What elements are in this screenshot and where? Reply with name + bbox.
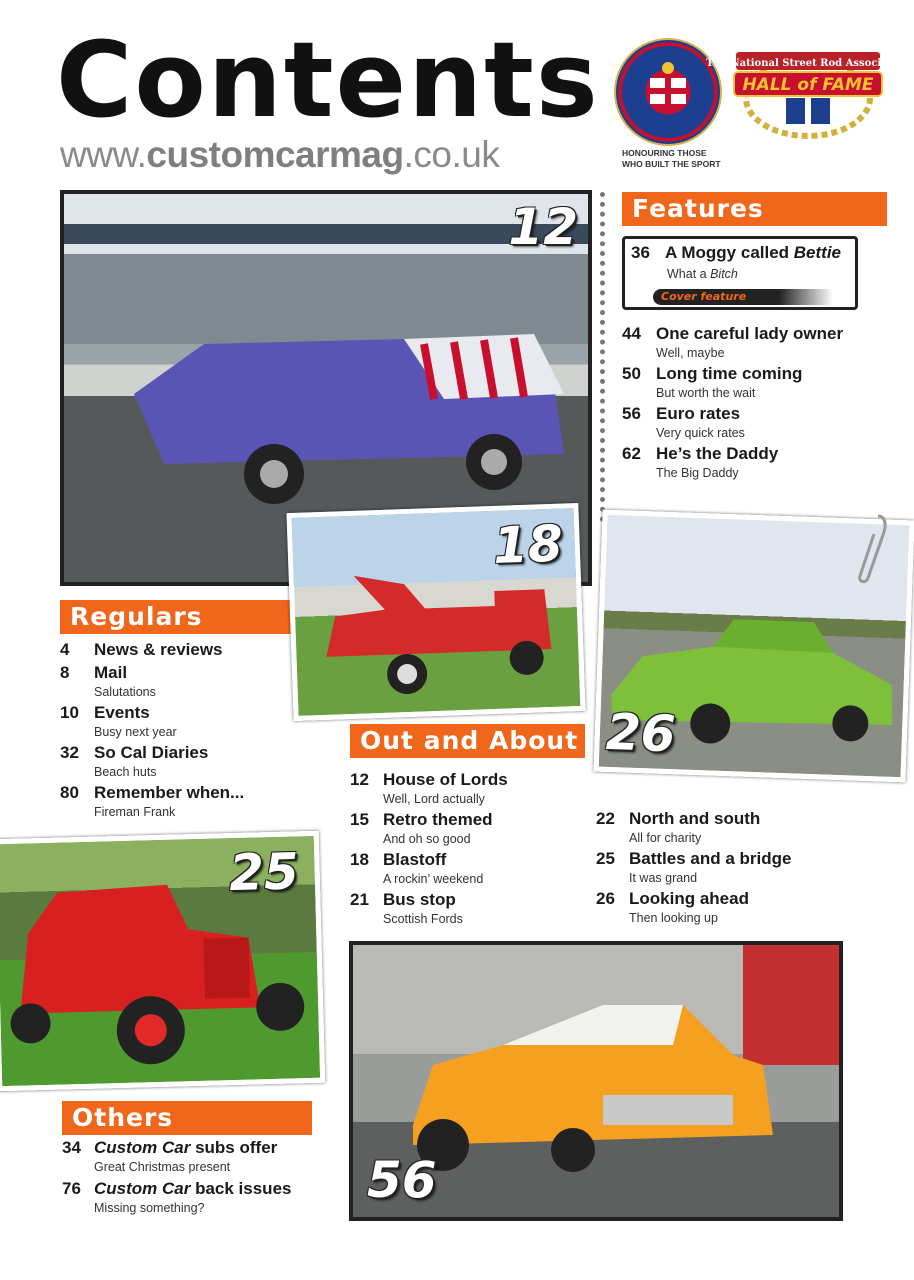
item-num: 56 (622, 404, 641, 423)
item-sub: Scottish Fords (383, 912, 463, 926)
item-title (94, 1179, 291, 1199)
cover-feature-tag (653, 289, 833, 305)
url-prefix: www. (60, 134, 147, 175)
item-title: Blastoff (383, 850, 447, 869)
paperclip-icon (856, 512, 886, 586)
honouring-caption (622, 148, 721, 170)
item-sub: Fireman Frank (94, 805, 176, 819)
list-item[interactable] (596, 889, 896, 929)
item-sub: But worth the wait (656, 386, 756, 400)
item-num: 25 (596, 849, 615, 868)
list-item[interactable] (596, 809, 896, 849)
cover-title-main: A Moggy called (665, 243, 794, 262)
others-list (62, 1138, 342, 1218)
others-heading: Others (62, 1101, 312, 1135)
cover-title-em: Bettie (793, 243, 842, 262)
item-num: 34 (62, 1138, 81, 1157)
regulars-heading: Regulars (60, 600, 292, 634)
list-item[interactable] (60, 703, 300, 743)
list-item[interactable] (622, 444, 892, 484)
item-title: Long time coming (656, 364, 803, 383)
svg-text:HALL of FAME: HALL of FAME (742, 75, 874, 95)
item-title-main: back issues (190, 1179, 292, 1198)
honouring-line1: HONOURING THOSE (622, 148, 707, 158)
item-num: 15 (350, 810, 369, 829)
item-num: 44 (622, 324, 641, 343)
photo-25-number: 25 (228, 842, 300, 903)
cover-sub-em: Bitch (710, 267, 738, 281)
item-sub: A rockin’ weekend (383, 872, 484, 886)
item-sub: The Big Daddy (656, 466, 739, 480)
item-num: 18 (350, 850, 369, 869)
svg-text:The National Street Rod Associ: The National Street Rod Association (705, 58, 911, 69)
item-title: North and south (629, 809, 761, 828)
item-title: Bus stop (383, 890, 456, 909)
list-item[interactable] (596, 849, 896, 889)
list-item[interactable] (622, 364, 892, 404)
item-title: One careful lady owner (656, 324, 844, 343)
out-and-about-heading: Out and About (350, 724, 585, 758)
cover-sub-main: What a (667, 267, 711, 281)
item-title: Events (94, 703, 150, 722)
photo-12-number: 12 (508, 198, 578, 256)
column-divider (600, 192, 605, 522)
cover-feature-num: 36 (631, 243, 650, 262)
nsra-hall-of-fame-badge (705, 40, 911, 140)
item-sub: All for charity (629, 831, 702, 845)
item-sub: Then looking up (629, 911, 718, 925)
list-item[interactable] (350, 770, 590, 810)
item-sub: Busy next year (94, 725, 177, 739)
features-heading: Features (622, 192, 887, 226)
url-suffix: .co.uk (403, 134, 500, 175)
item-title: Looking ahead (629, 889, 749, 908)
photo-56-bel-air[interactable] (349, 941, 843, 1221)
british-drag-racing-badge (614, 38, 722, 146)
item-title: House of Lords (383, 770, 508, 789)
item-title: Remember when... (94, 783, 245, 802)
out-and-about-list (350, 770, 590, 930)
cover-feature-box[interactable] (622, 236, 858, 310)
url-bold: customcarmag (146, 134, 404, 175)
photo-18-pickup[interactable] (286, 503, 585, 721)
item-num: 21 (350, 890, 369, 909)
item-num: 32 (60, 743, 79, 762)
item-num: 76 (62, 1179, 81, 1198)
laurel-emblem-icon (705, 40, 911, 140)
list-item[interactable] (60, 663, 300, 703)
list-item[interactable] (60, 743, 300, 783)
item-sub: Well, maybe (656, 346, 725, 360)
item-title (94, 1138, 277, 1158)
list-item[interactable] (622, 404, 892, 444)
out-and-about-list-2 (596, 809, 896, 929)
item-title: News & reviews (94, 640, 223, 659)
item-num: 50 (622, 364, 641, 383)
website-url[interactable] (60, 134, 499, 176)
list-item[interactable] (622, 324, 892, 364)
photo-25-hotrod[interactable] (0, 831, 325, 1091)
list-item[interactable] (60, 783, 300, 823)
item-sub: Beach huts (94, 765, 157, 779)
cover-feature-title (665, 243, 841, 263)
item-num: 12 (350, 770, 369, 789)
item-title: Retro themed (383, 810, 493, 829)
item-num: 22 (596, 809, 615, 828)
item-num: 8 (60, 663, 70, 682)
item-num: 80 (60, 783, 79, 802)
features-list (622, 324, 892, 484)
list-item[interactable] (62, 1138, 342, 1178)
item-title: Mail (94, 663, 128, 682)
item-sub: It was grand (629, 871, 698, 885)
item-sub: Salutations (94, 685, 156, 699)
page-title: Contents (56, 19, 600, 141)
item-title: He’s the Daddy (656, 444, 779, 463)
regulars-list (60, 640, 300, 825)
list-item[interactable] (62, 1179, 342, 1219)
photo-56-number: 56 (367, 1151, 437, 1209)
item-sub: And oh so good (383, 832, 471, 846)
item-title: Battles and a bridge (629, 849, 792, 868)
item-sub: Great Christmas present (94, 1160, 231, 1174)
honouring-line2: WHO BUILT THE SPORT (622, 159, 721, 169)
item-sub: Well, Lord actually (383, 792, 485, 806)
photo-18-number: 18 (492, 514, 564, 575)
item-sub: Missing something? (94, 1201, 205, 1215)
item-title: So Cal Diaries (94, 743, 209, 762)
item-num: 10 (60, 703, 79, 722)
item-title: Euro rates (656, 404, 741, 423)
item-num: 26 (596, 889, 615, 908)
cover-feature-tag-text: Cover feature (661, 290, 747, 303)
item-num: 4 (60, 640, 70, 659)
item-title-em: Custom Car (94, 1179, 191, 1198)
item-title-em: Custom Car (94, 1138, 191, 1157)
item-num: 62 (622, 444, 641, 463)
item-title-main: subs offer (190, 1138, 278, 1157)
list-item[interactable] (60, 640, 300, 662)
item-sub: Very quick rates (656, 426, 745, 440)
badge-emblem-icon (616, 40, 720, 144)
list-item[interactable] (350, 810, 590, 850)
cover-feature-sub (667, 267, 738, 281)
list-item[interactable] (350, 890, 590, 930)
list-item[interactable] (350, 850, 590, 890)
photo-26-number: 26 (604, 702, 677, 764)
